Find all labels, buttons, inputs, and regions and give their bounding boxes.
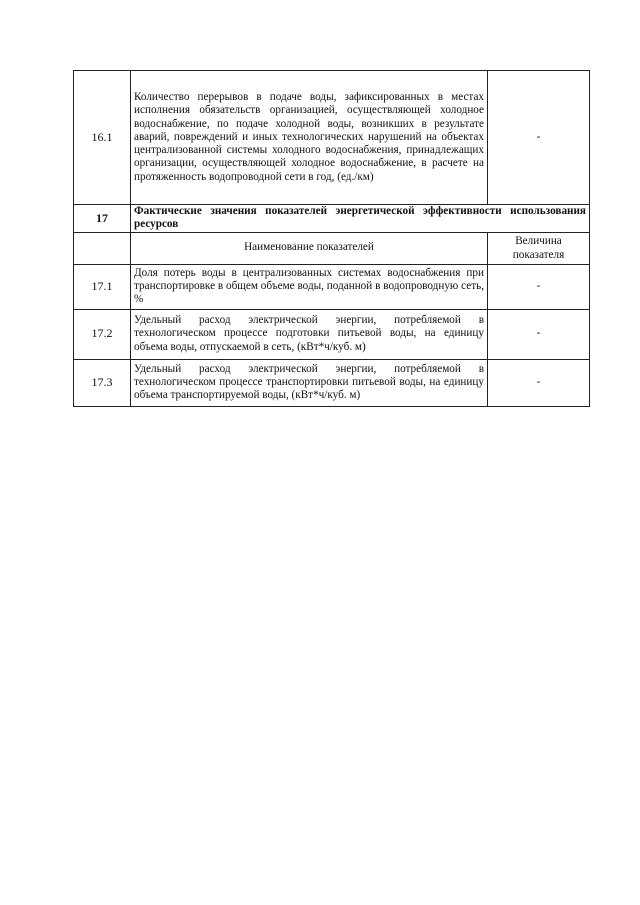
indicator-description: Удельный расход электрической энергии, потребляемой в технологическом процессе транспортировки питьевой воды, на единицу объема транспортируемой воды, (кВт*ч/куб. м) [131,359,488,406]
indicator-value: - [488,309,590,359]
header-empty-cell [74,232,131,264]
header-name-column: Наименование показателей [131,232,488,264]
indicator-description: Удельный расход электрической энергии, потребляемой в технологическом процессе подготовки питьевой воды, на единицу объема воды, отпускаемой в сеть, (кВт*ч/куб. м) [131,309,488,359]
row-number: 17.2 [74,309,131,359]
section-number: 17 [74,205,131,233]
indicator-description: Количество перерывов в подаче воды, зафиксированных в местах исполнения обязательств организацией, осуществляющей холодное водоснабжение, по подаче холодной воды, возникших в результате аварий, повреждений и иных технологических нарушений на объектах централизованной системы холодного водоснабжения, принадлежащих организации, осуществляющей холодное водоснабжение, в расчете на протяженность водопроводной сети в год, (ед./км) [131,71,488,205]
indicators-table [73,70,590,407]
indicator-value: - [488,71,590,205]
row-number: 17.3 [74,359,131,406]
table-row [74,71,590,205]
row-number: 16.1 [74,71,131,205]
row-number: 17.1 [74,264,131,309]
section-title: Фактические значения показателей энергетической эффективности использования ресурсов [131,205,590,233]
column-header-row [74,232,590,264]
table-row [74,309,590,359]
table-row [74,264,590,309]
indicator-value: - [488,359,590,406]
header-value-column: Величина показателя [488,232,590,264]
indicator-description: Доля потерь воды в централизованных системах водоснабжения при транспортировке в общем объеме воды, поданной в водопроводную сеть, % [131,264,488,309]
table-row [74,359,590,406]
indicator-value: - [488,264,590,309]
section-row [74,205,590,233]
